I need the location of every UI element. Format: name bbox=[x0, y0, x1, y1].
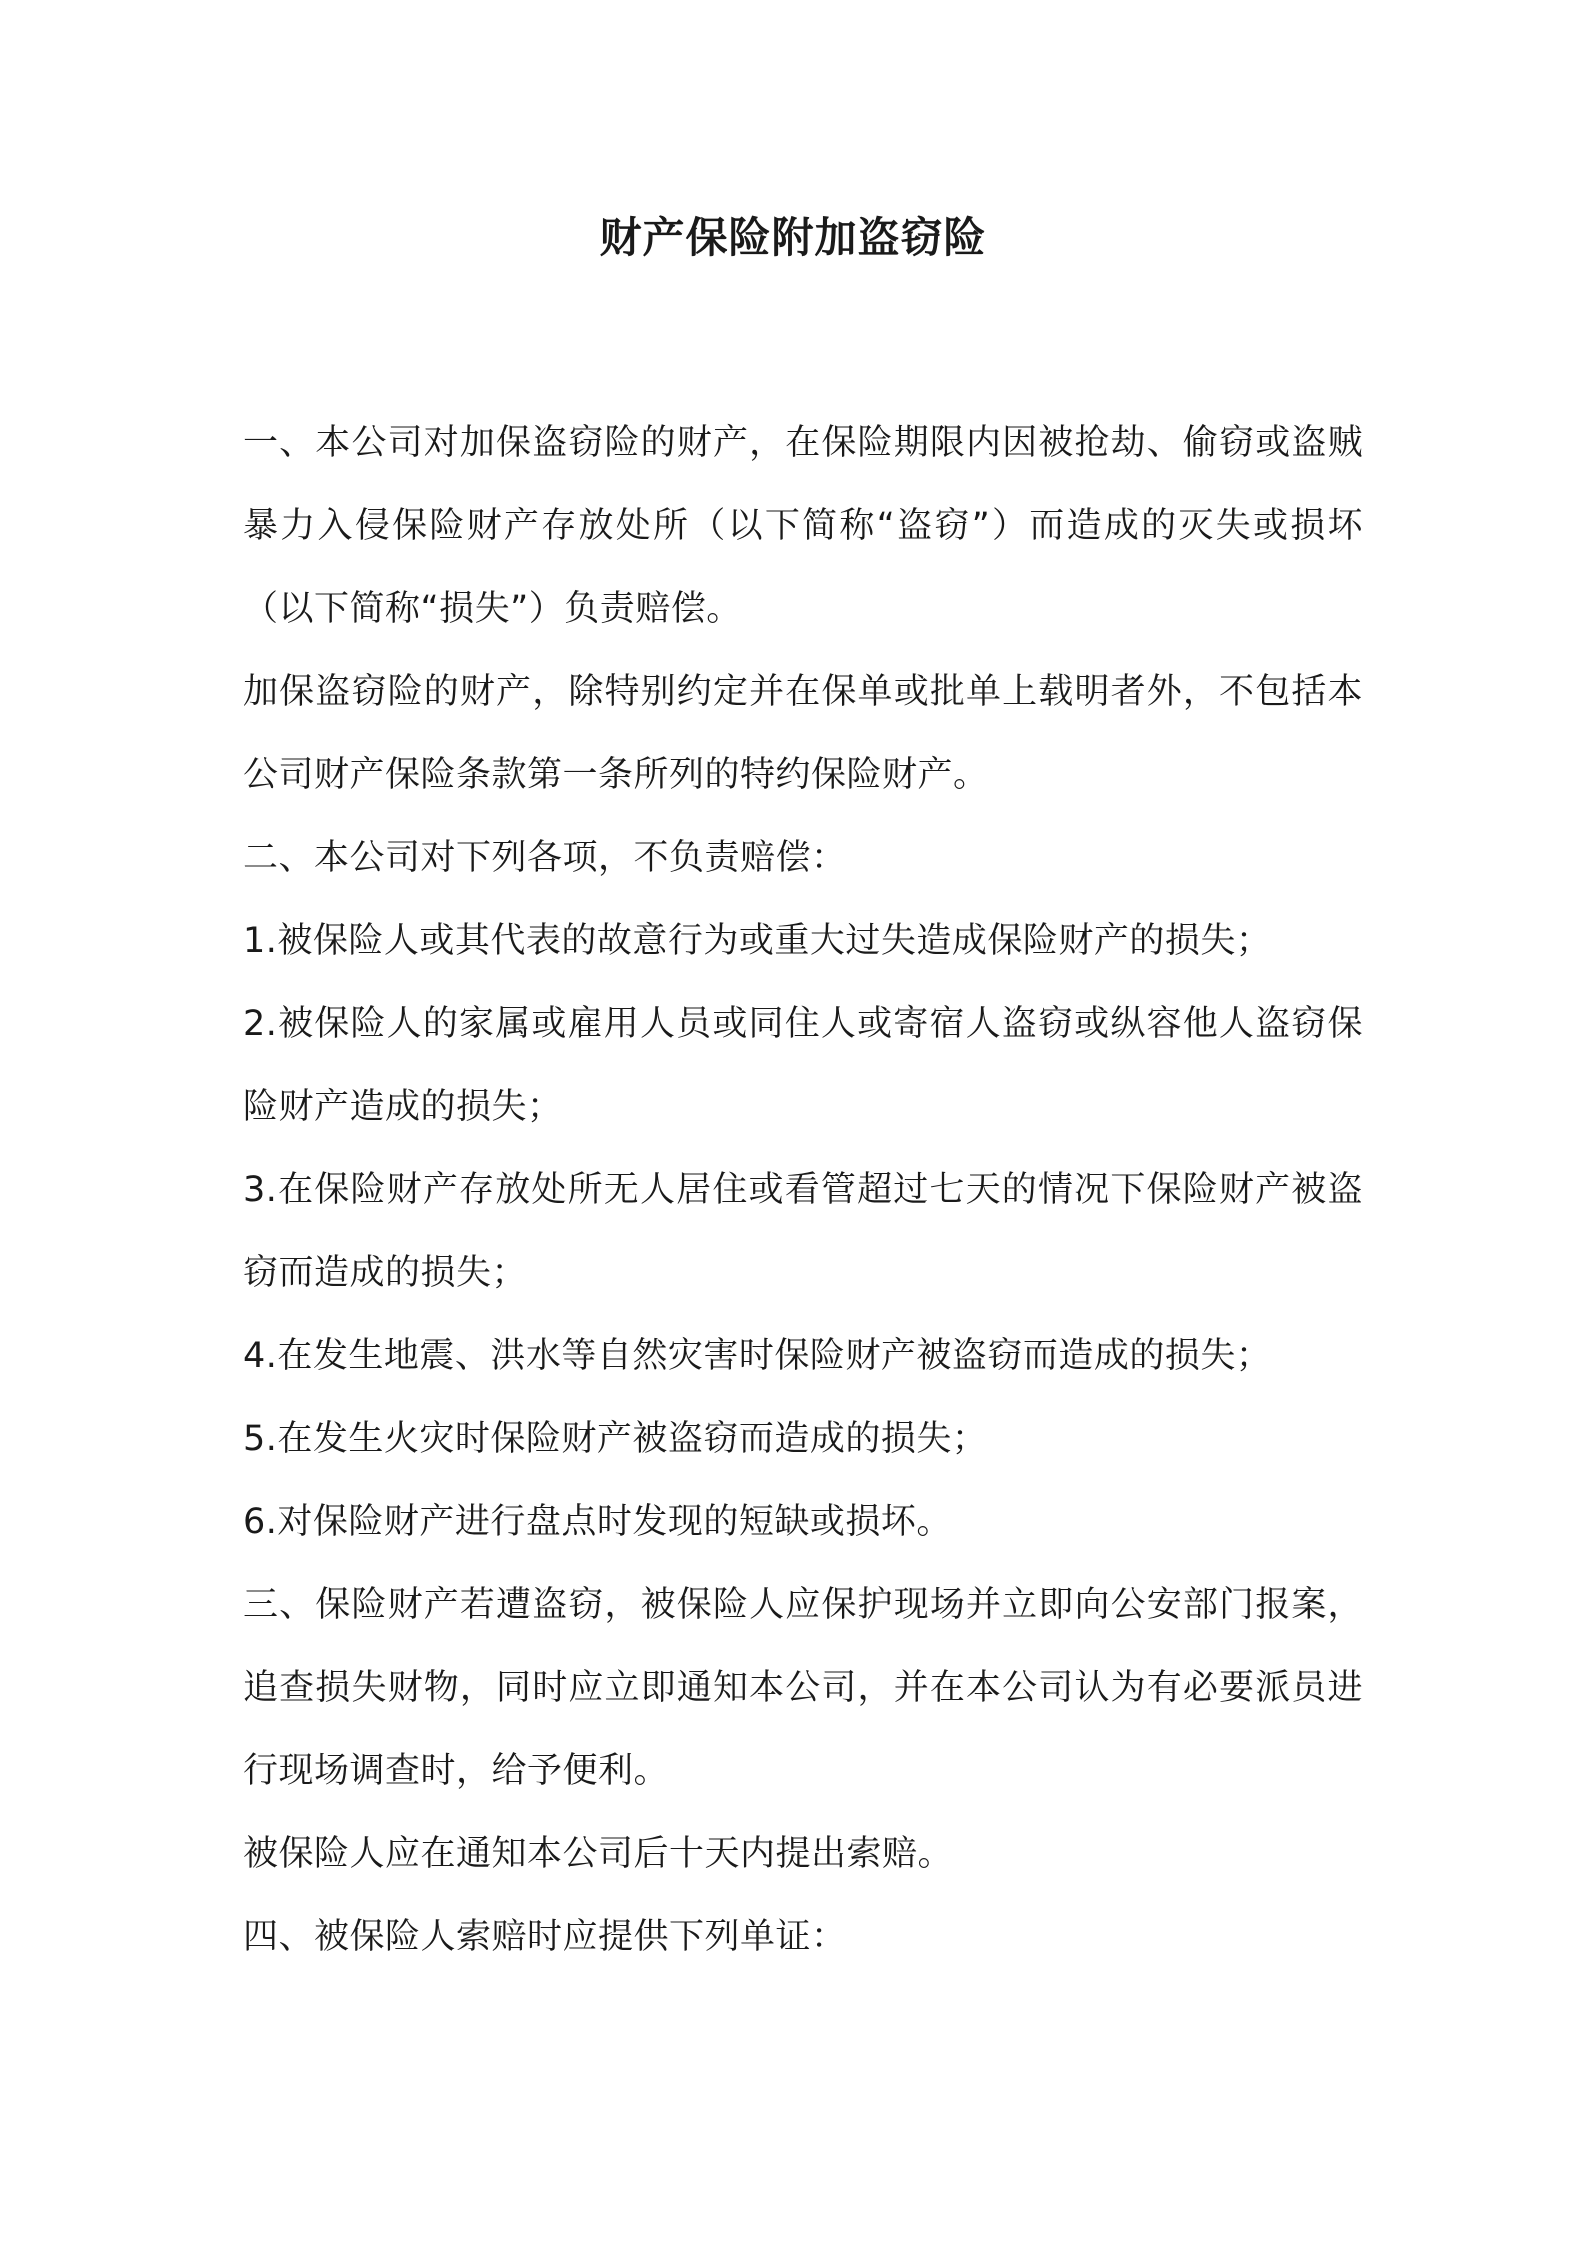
paragraph-clause-1: 一、本公司对加保盗窃险的财产，在保险期限内因被抢劫、偷窃或盗贼暴力入侵保险财产存放处所（以下简称“盗窃”）而造成的灭失或损坏（以下简称“损失”）负责赔偿。 bbox=[243, 423, 1363, 629]
list-item-exclusion-5: 5.在发生火灾时保险财产被盗窃而造成的损失； bbox=[243, 1419, 988, 1459]
list-item-exclusion-4: 4.在发生地震、洪水等自然灾害时保险财产被盗窃而造成的损失； bbox=[243, 1336, 1272, 1376]
list-item-exclusion-2: 2.被保险人的家属或雇用人员或同住人或寄宿人盗窃或纵容他人盗窃保险财产造成的损失； bbox=[243, 1004, 1363, 1127]
list-item-exclusion-6: 6.对保险财产进行盘点时发现的短缺或损坏。 bbox=[243, 1502, 952, 1542]
document-body bbox=[243, 402, 1363, 1979]
paragraph-clause-4: 四、被保险人索赔时应提供下列单证： bbox=[243, 1917, 847, 1957]
document-title: 财产保险附加盗窃险 bbox=[599, 213, 987, 262]
paragraph-clause-3-deadline: 被保险人应在通知本公司后十天内提出索赔。 bbox=[243, 1834, 954, 1874]
paragraph-clause-2: 二、本公司对下列各项，不负责赔偿： bbox=[243, 838, 847, 878]
list-item-exclusion-1: 1.被保险人或其代表的故意行为或重大过失造成保险财产的损失； bbox=[243, 921, 1272, 961]
list-item-exclusion-3: 3.在保险财产存放处所无人居住或看管超过七天的情况下保险财产被盗窃而造成的损失； bbox=[243, 1170, 1363, 1293]
paragraph-clause-3: 三、保险财产若遭盗窃，被保险人应保护现场并立即向公安部门报案，追查损失财物，同时应立即通知本公司，并在本公司认为有必要派员进行现场调查时，给予便利。 bbox=[243, 1585, 1363, 1791]
paragraph-clause-1-exclusion: 加保盗窃险的财产，除特别约定并在保单或批单上载明者外，不包括本公司财产保险条款第一条所列的特约保险财产。 bbox=[243, 672, 1363, 795]
